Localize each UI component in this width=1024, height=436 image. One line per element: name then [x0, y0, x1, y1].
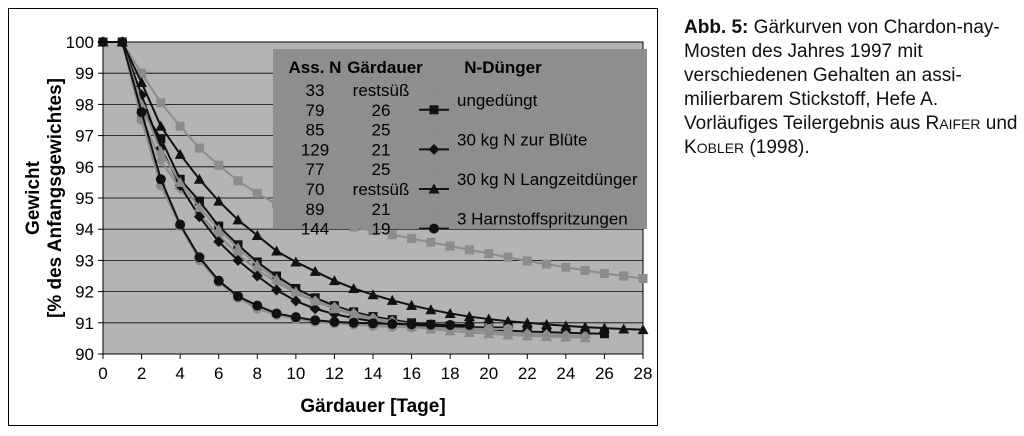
caption-text-3: (1998). — [744, 137, 810, 158]
data-point — [137, 107, 147, 117]
data-point — [291, 312, 301, 322]
chart-figure — [8, 8, 658, 426]
legend-gaerdauer: restsüß — [352, 81, 410, 100]
data-point — [176, 122, 185, 131]
data-point — [214, 161, 223, 170]
legend-header: Ass. N — [288, 58, 342, 77]
x-tick-label: 10 — [286, 364, 306, 383]
data-point — [407, 319, 417, 329]
data-point — [310, 315, 320, 325]
legend-ass-n: 77 — [305, 160, 325, 180]
legend-swatch-marker — [429, 224, 439, 234]
data-point — [368, 318, 378, 328]
y-tick-label: 90 — [75, 345, 94, 364]
data-point — [349, 318, 359, 328]
y-tick-label: 98 — [75, 95, 94, 115]
data-point — [445, 320, 455, 330]
legend-gaerdauer: 26 — [371, 100, 391, 120]
legend-ass-n: 144 — [300, 219, 330, 239]
author-2-initial: K — [684, 137, 697, 158]
legend-entry-label: ungedüngt — [457, 90, 538, 110]
x-axis-label: Gärdauer [Tage] — [300, 396, 446, 417]
x-tick-label: 8 — [252, 364, 263, 383]
legend-ass-n: 89 — [305, 199, 325, 219]
legend-gaerdauer: 25 — [371, 120, 391, 140]
data-point — [484, 324, 494, 334]
data-point — [253, 189, 262, 198]
x-tick-label: 20 — [479, 364, 499, 383]
legend-swatch-marker — [430, 86, 439, 95]
y-tick-label: 99 — [75, 64, 94, 84]
caption-text: Gärkurven von Chardon-nay-Mosten des Jahres 1997 mit verschiedenen Gehalten an assi-milierbarem Stickstoff, Hefe A. Vorläufiges Teilergebnis aus — [684, 17, 1000, 134]
data-point — [581, 266, 590, 275]
x-tick-label: 4 — [175, 364, 185, 383]
legend-gaerdauer: 25 — [371, 160, 391, 180]
legend-swatch-marker — [429, 204, 439, 214]
data-point — [639, 274, 648, 283]
y-tick-label: 92 — [75, 282, 94, 302]
data-point — [561, 263, 570, 272]
x-tick-label: 24 — [556, 364, 576, 383]
author-1-rest: AIFER — [939, 116, 981, 132]
data-point — [252, 301, 262, 311]
data-point — [464, 320, 474, 330]
y-tick-label: 100 — [65, 33, 94, 52]
data-point — [426, 238, 435, 247]
legend-swatch-marker — [430, 105, 439, 114]
data-point — [117, 37, 127, 47]
data-point — [175, 220, 185, 230]
line-chart — [9, 9, 657, 425]
legend-entry-label: 30 kg N zur Blüte — [457, 130, 588, 150]
legend-gaerdauer: restsüß — [352, 180, 410, 199]
x-tick-label: 0 — [98, 364, 108, 383]
data-point — [484, 249, 493, 258]
data-point — [619, 272, 628, 281]
data-point — [542, 260, 551, 269]
x-tick-label: 12 — [324, 364, 344, 383]
legend-gaerdauer: 19 — [371, 219, 391, 239]
data-point — [156, 98, 165, 107]
data-point — [465, 245, 474, 254]
data-point — [272, 308, 282, 318]
legend-ass-n: 85 — [305, 120, 325, 140]
legend-header: Gärdauer — [347, 58, 423, 77]
data-point — [387, 319, 397, 329]
author-2-rest: OBLER — [696, 140, 745, 156]
y-axis-label-line2: [% des Anfangsgewichtes] — [45, 77, 66, 319]
legend-entry-label: 30 kg N Langzeitdünger — [457, 170, 638, 190]
data-point — [156, 174, 166, 184]
data-point — [194, 252, 204, 262]
data-point — [523, 257, 532, 266]
caption-text-2: und — [980, 113, 1018, 134]
author-1-initial: R — [925, 113, 940, 134]
data-point — [329, 317, 339, 327]
x-tick-label: 22 — [517, 364, 537, 383]
data-point — [195, 144, 204, 153]
y-axis-label-line1: Gewicht — [23, 161, 44, 235]
legend-gaerdauer: 21 — [371, 140, 391, 160]
x-tick-label: 16 — [402, 364, 422, 383]
y-tick-label: 94 — [75, 220, 94, 240]
legend-entry-label: 3 Harnstoffspritzungen — [457, 209, 628, 229]
data-point — [233, 291, 243, 301]
data-point — [503, 324, 513, 334]
legend-ass-n: 33 — [305, 81, 325, 100]
y-tick-label: 91 — [75, 313, 94, 333]
x-tick-label: 18 — [440, 364, 460, 383]
data-point — [214, 276, 224, 286]
x-tick-label: 6 — [213, 364, 224, 383]
caption-label: Abb. 5: — [684, 17, 749, 38]
data-point — [234, 176, 243, 185]
y-tick-label: 97 — [75, 126, 94, 146]
data-point — [407, 234, 416, 243]
data-point — [600, 269, 609, 278]
x-tick-label: 26 — [594, 364, 614, 383]
x-tick-label: 28 — [633, 364, 653, 383]
legend-gaerdauer: 21 — [371, 199, 391, 219]
y-tick-label: 93 — [75, 251, 94, 271]
x-tick-label: 2 — [136, 364, 147, 383]
legend — [273, 49, 647, 239]
data-point — [426, 320, 436, 330]
data-point — [504, 253, 513, 262]
legend-header: N-Dünger — [464, 58, 542, 77]
data-point — [446, 242, 455, 251]
y-tick-label: 95 — [75, 189, 94, 208]
y-tick-label: 96 — [75, 157, 94, 177]
x-tick-label: 14 — [363, 364, 383, 383]
figure-caption — [684, 16, 1019, 160]
legend-ass-n: 70 — [305, 180, 325, 199]
legend-ass-n: 79 — [305, 100, 325, 120]
legend-ass-n: 129 — [300, 140, 330, 160]
